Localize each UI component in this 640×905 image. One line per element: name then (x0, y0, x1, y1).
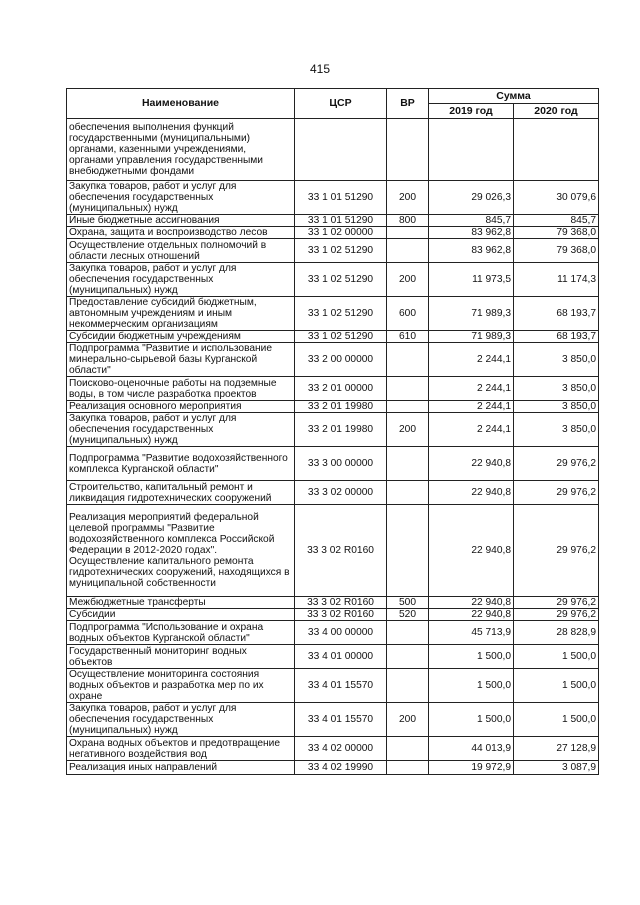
row-vr: 200 (387, 703, 429, 737)
row-sum-2020: 1 500,0 (514, 669, 599, 703)
table-row (67, 263, 599, 297)
table-row (67, 119, 599, 181)
row-vr (387, 621, 429, 645)
row-sum-2020: 3 850,0 (514, 343, 599, 377)
row-name: Закупка товаров, работ и услуг для обеспечения государственных (муниципальных) нужд (67, 181, 295, 215)
header-year-2019: 2019 год (429, 104, 514, 119)
row-sum-2019: 29 026,3 (429, 181, 514, 215)
table-row (67, 447, 599, 481)
row-name: Государственный мониторинг водных объектов (67, 645, 295, 669)
row-sum-2020: 29 976,2 (514, 505, 599, 597)
row-csr: 33 3 02 R0160 (295, 609, 387, 621)
table-row (67, 181, 599, 215)
row-sum-2019: 2 244,1 (429, 401, 514, 413)
row-vr (387, 737, 429, 761)
row-name: обеспечения выполнения функций государственными (муниципальными) органами, казенными учреждениями, органами управления государственными внебюджетными фондами (67, 119, 295, 181)
row-name: Реализация мероприятий федеральной целевой программы "Развитие водохозяйственного комплекса Российской Федерации в 2012-2020 годах". Осуществление капитального ремонта гидротехнических сооружений, находящихся в муниципальной собственности (67, 505, 295, 597)
row-name: Субсидии (67, 609, 295, 621)
header-csr: ЦСР (295, 89, 387, 119)
row-name: Субсидии бюджетным учреждениям (67, 331, 295, 343)
row-name: Реализация основного мероприятия (67, 401, 295, 413)
header-name: Наименование (67, 89, 295, 119)
row-vr: 600 (387, 297, 429, 331)
row-sum-2020: 1 500,0 (514, 645, 599, 669)
row-name: Подпрограмма "Использование и охрана водных объектов Курганской области" (67, 621, 295, 645)
row-csr: 33 3 00 00000 (295, 447, 387, 481)
row-vr (387, 239, 429, 263)
table-row (67, 215, 599, 227)
row-vr (387, 481, 429, 505)
table-row (67, 297, 599, 331)
row-vr: 520 (387, 609, 429, 621)
row-sum-2020: 27 128,9 (514, 737, 599, 761)
row-csr: 33 4 00 00000 (295, 621, 387, 645)
table-row (67, 703, 599, 737)
row-name: Предоставление субсидий бюджетным, автономным учреждениям и иным некоммерческим организациям (67, 297, 295, 331)
row-vr (387, 227, 429, 239)
row-name: Осуществление отдельных полномочий в области лесных отношений (67, 239, 295, 263)
row-sum-2020: 29 976,2 (514, 597, 599, 609)
row-vr: 200 (387, 413, 429, 447)
row-sum-2020: 28 828,9 (514, 621, 599, 645)
row-sum-2019: 22 940,8 (429, 505, 514, 597)
row-csr: 33 1 02 51290 (295, 263, 387, 297)
row-sum-2019: 45 713,9 (429, 621, 514, 645)
table-row (67, 227, 599, 239)
table-row (67, 597, 599, 609)
table-row (67, 343, 599, 377)
row-sum-2019 (429, 119, 514, 181)
row-name: Поисково-оценочные работы на подземные воды, в том числе разработка проектов (67, 377, 295, 401)
row-sum-2019: 2 244,1 (429, 343, 514, 377)
row-sum-2020: 29 976,2 (514, 609, 599, 621)
table-body (67, 119, 599, 775)
row-name: Охрана водных объектов и предотвращение негативного воздействия вод (67, 737, 295, 761)
row-csr: 33 2 01 19980 (295, 401, 387, 413)
row-name: Подпрограмма "Развитие водохозяйственного комплекса Курганской области" (67, 447, 295, 481)
row-sum-2020: 79 368,0 (514, 239, 599, 263)
row-vr (387, 377, 429, 401)
row-vr (387, 447, 429, 481)
row-csr: 33 4 02 19990 (295, 761, 387, 775)
table-row (67, 609, 599, 621)
row-name: Закупка товаров, работ и услуг для обеспечения государственных (муниципальных) нужд (67, 263, 295, 297)
row-sum-2020: 3 850,0 (514, 401, 599, 413)
header-vr: ВР (387, 89, 429, 119)
row-csr: 33 4 02 00000 (295, 737, 387, 761)
table-row (67, 481, 599, 505)
row-vr (387, 401, 429, 413)
row-sum-2020: 1 500,0 (514, 703, 599, 737)
row-vr: 500 (387, 597, 429, 609)
row-vr: 200 (387, 181, 429, 215)
row-sum-2019: 845,7 (429, 215, 514, 227)
row-sum-2020: 3 850,0 (514, 413, 599, 447)
row-csr: 33 1 01 51290 (295, 215, 387, 227)
row-vr (387, 669, 429, 703)
row-vr: 200 (387, 263, 429, 297)
row-name: Строительство, капитальный ремонт и ликвидация гидротехнических сооружений (67, 481, 295, 505)
row-name: Подпрограмма "Развитие и использование минерально-сырьевой базы Курганской области" (67, 343, 295, 377)
budget-table (66, 88, 599, 775)
row-sum-2020: 11 174,3 (514, 263, 599, 297)
row-csr: 33 1 02 51290 (295, 331, 387, 343)
row-csr: 33 3 02 R0160 (295, 505, 387, 597)
row-csr: 33 3 02 00000 (295, 481, 387, 505)
row-sum-2019: 22 940,8 (429, 447, 514, 481)
row-csr: 33 4 01 15570 (295, 703, 387, 737)
row-sum-2020: 3 850,0 (514, 377, 599, 401)
row-sum-2020: 79 368,0 (514, 227, 599, 239)
row-sum-2020: 30 079,6 (514, 181, 599, 215)
row-csr: 33 2 01 19980 (295, 413, 387, 447)
row-name: Реализация иных направлений (67, 761, 295, 775)
row-sum-2019: 22 940,8 (429, 597, 514, 609)
row-sum-2019: 83 962,8 (429, 239, 514, 263)
row-vr (387, 343, 429, 377)
row-sum-2019: 1 500,0 (429, 645, 514, 669)
row-csr: 33 2 01 00000 (295, 377, 387, 401)
row-sum-2019: 83 962,8 (429, 227, 514, 239)
header-year-2020: 2020 год (514, 104, 599, 119)
row-csr: 33 3 02 R0160 (295, 597, 387, 609)
table-row (67, 505, 599, 597)
table-row (67, 331, 599, 343)
table-row (67, 761, 599, 775)
row-name: Закупка товаров, работ и услуг для обеспечения государственных (муниципальных) нужд (67, 703, 295, 737)
row-sum-2019: 22 940,8 (429, 481, 514, 505)
row-vr (387, 645, 429, 669)
row-vr: 610 (387, 331, 429, 343)
row-sum-2020: 3 087,9 (514, 761, 599, 775)
row-sum-2019: 71 989,3 (429, 297, 514, 331)
table-row (67, 669, 599, 703)
row-sum-2020: 29 976,2 (514, 447, 599, 481)
row-sum-2020: 29 976,2 (514, 481, 599, 505)
page-number: 415 (309, 62, 331, 76)
row-name: Осуществление мониторинга состояния водных объектов и разработка мер по их охране (67, 669, 295, 703)
row-csr: 33 2 00 00000 (295, 343, 387, 377)
row-vr (387, 761, 429, 775)
row-sum-2019: 1 500,0 (429, 669, 514, 703)
row-sum-2019: 22 940,8 (429, 609, 514, 621)
row-sum-2020: 845,7 (514, 215, 599, 227)
row-csr (295, 119, 387, 181)
row-name: Межбюджетные трансферты (67, 597, 295, 609)
table-row (67, 401, 599, 413)
row-sum-2020: 68 193,7 (514, 331, 599, 343)
header-sum: Сумма (429, 89, 599, 104)
table-row (67, 239, 599, 263)
row-sum-2019: 19 972,9 (429, 761, 514, 775)
row-csr: 33 1 02 51290 (295, 239, 387, 263)
row-sum-2019: 2 244,1 (429, 413, 514, 447)
row-name: Иные бюджетные ассигнования (67, 215, 295, 227)
row-csr: 33 4 01 00000 (295, 645, 387, 669)
table-row (67, 737, 599, 761)
table-row (67, 645, 599, 669)
row-csr: 33 1 01 51290 (295, 181, 387, 215)
table-row (67, 377, 599, 401)
row-name: Охрана, защита и воспроизводство лесов (67, 227, 295, 239)
row-sum-2020: 68 193,7 (514, 297, 599, 331)
row-csr: 33 1 02 00000 (295, 227, 387, 239)
row-sum-2019: 71 989,3 (429, 331, 514, 343)
row-csr: 33 1 02 51290 (295, 297, 387, 331)
row-vr: 800 (387, 215, 429, 227)
row-csr: 33 4 01 15570 (295, 669, 387, 703)
row-name: Закупка товаров, работ и услуг для обеспечения государственных (муниципальных) нужд (67, 413, 295, 447)
row-vr (387, 119, 429, 181)
table-row (67, 413, 599, 447)
row-vr (387, 505, 429, 597)
row-sum-2019: 1 500,0 (429, 703, 514, 737)
row-sum-2019: 11 973,5 (429, 263, 514, 297)
row-sum-2019: 44 013,9 (429, 737, 514, 761)
table-row (67, 621, 599, 645)
row-sum-2019: 2 244,1 (429, 377, 514, 401)
row-sum-2020 (514, 119, 599, 181)
